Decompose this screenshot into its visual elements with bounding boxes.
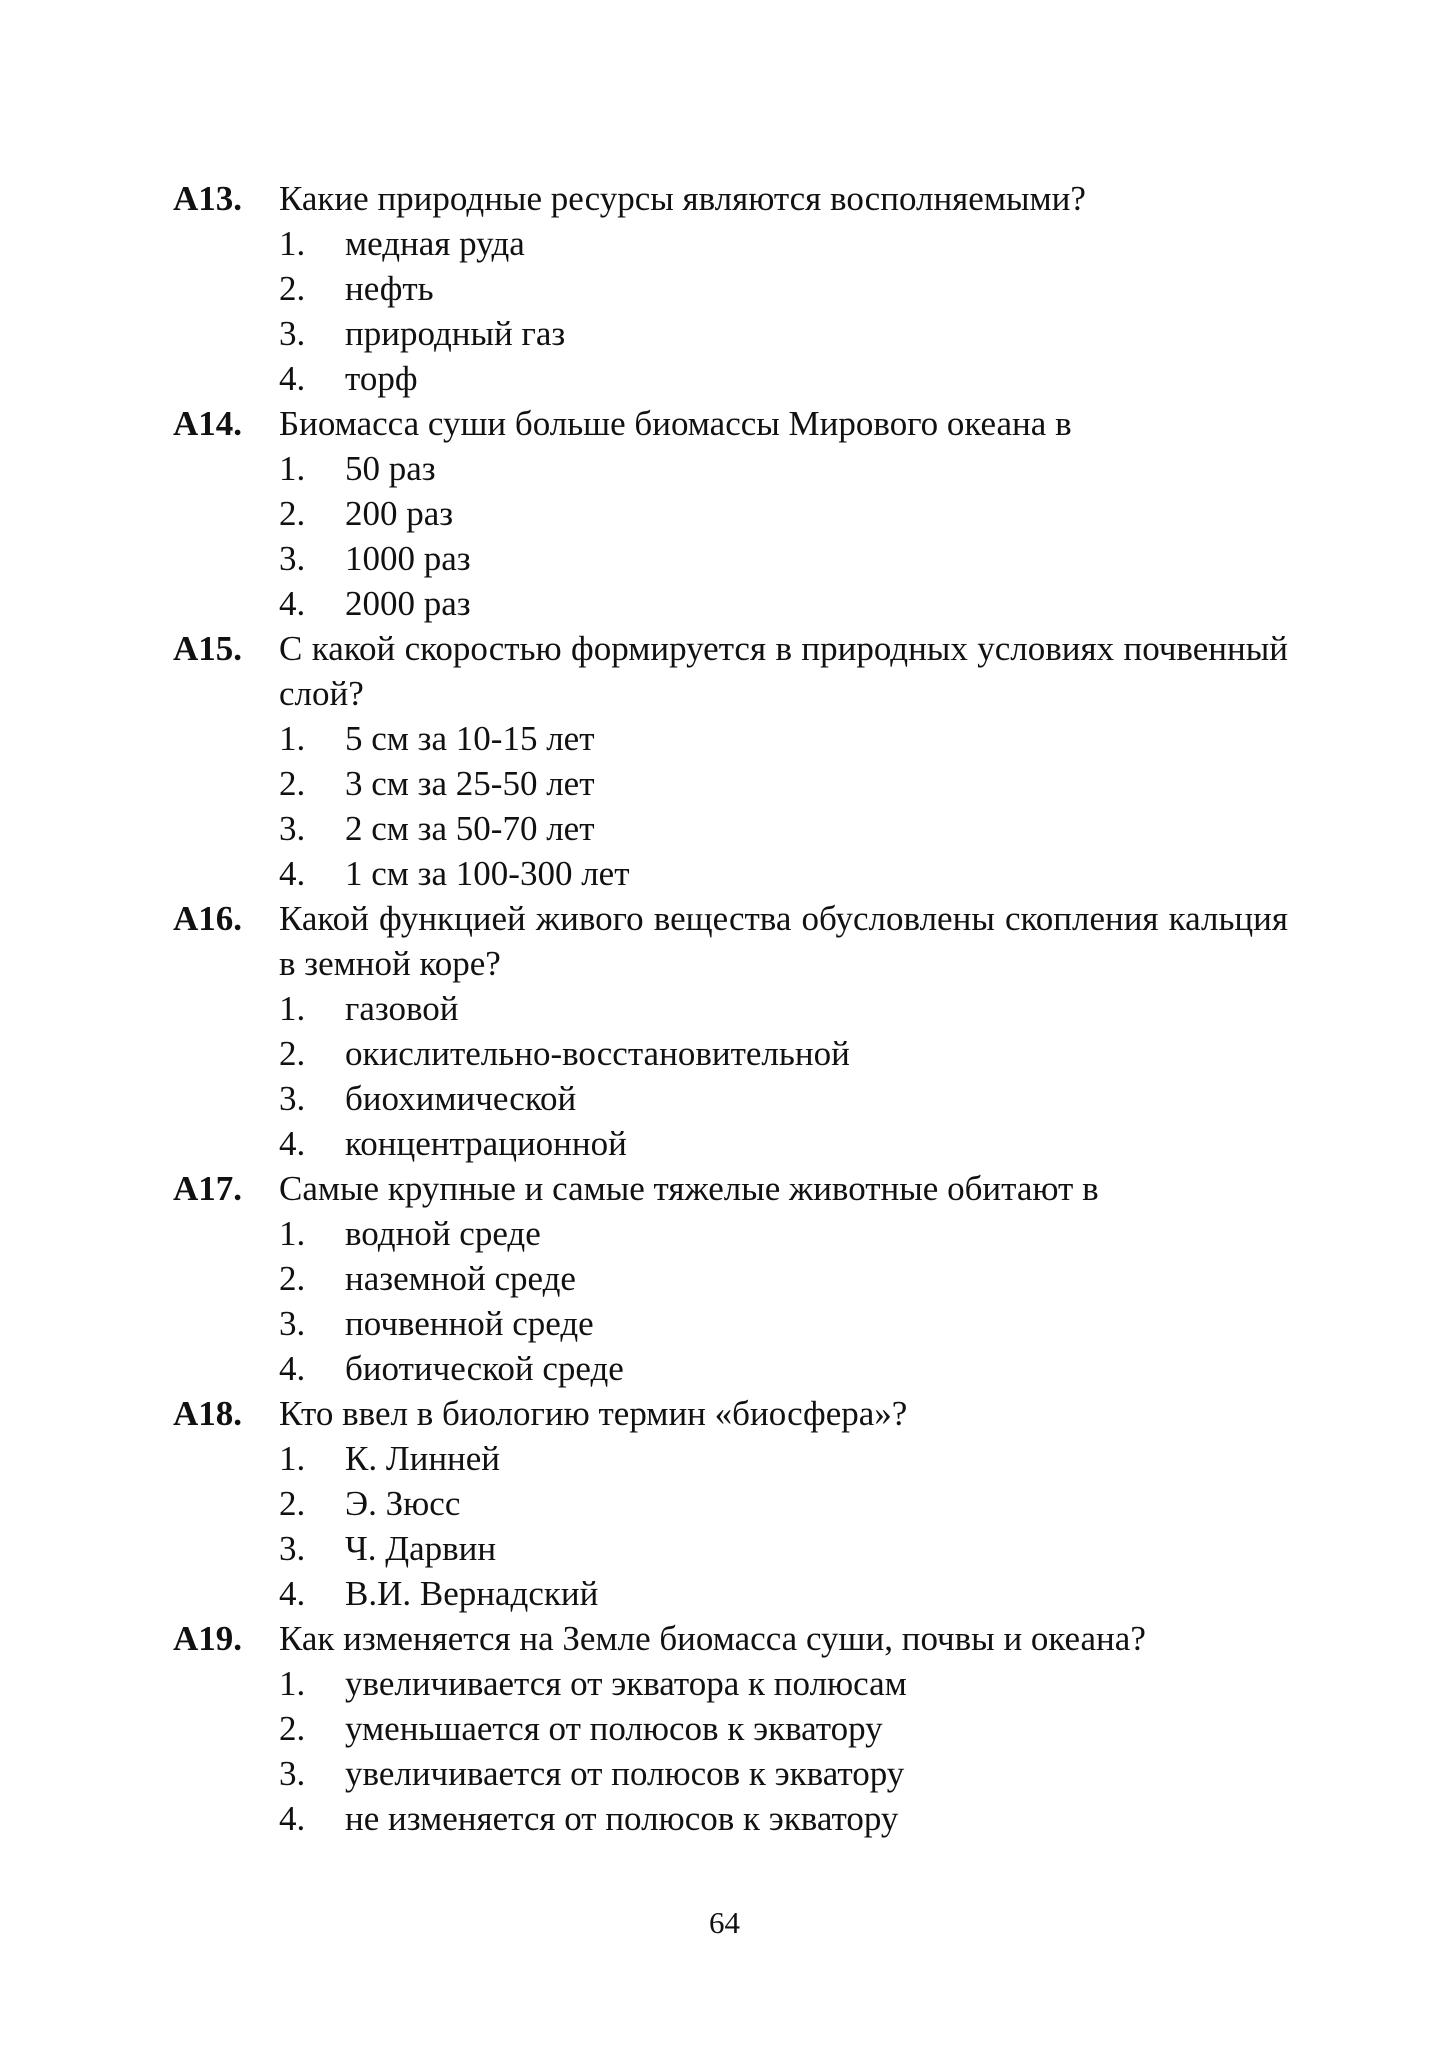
answer-option <box>173 1526 1288 1571</box>
option-number: 3. <box>279 314 306 353</box>
question-number: A14. <box>173 404 243 443</box>
option-text: 5 см за 10-15 лет <box>345 719 595 758</box>
option-text: уменьшается от полюсов к экватору <box>345 1709 883 1748</box>
option-number: 2. <box>279 494 306 533</box>
question-text: С какой скоростью формируется в природных условиях почвенный слой? <box>279 629 1288 713</box>
answer-option <box>173 1751 1288 1796</box>
option-number: 3. <box>279 1304 306 1343</box>
option-text: наземной среде <box>345 1259 576 1298</box>
answer-option <box>173 1121 1288 1166</box>
option-number: 2. <box>279 1709 306 1748</box>
question-text: Какой функцией живого вещества обусловлены скопления кальция в земной коре? <box>279 899 1288 983</box>
answer-options <box>279 1661 1288 1841</box>
answer-option <box>173 1796 1288 1841</box>
answer-options <box>279 1211 1288 1391</box>
option-text: увеличивается от полюсов к экватору <box>345 1754 905 1793</box>
option-number: 3. <box>279 1079 306 1118</box>
answer-option <box>173 1481 1288 1526</box>
option-number: 1. <box>279 719 306 758</box>
option-number: 4. <box>279 359 306 398</box>
option-text: 200 раз <box>345 494 454 533</box>
question-a18 <box>173 1391 1288 1616</box>
question-text: Как изменяется на Земле биомасса суши, почвы и океана? <box>279 1619 1146 1658</box>
option-number: 4. <box>279 1799 306 1838</box>
answer-option <box>173 716 1288 761</box>
option-text: биохимической <box>345 1079 577 1118</box>
option-text: В.И. Вернадский <box>345 1574 599 1613</box>
option-number: 4. <box>279 854 306 893</box>
option-text: природный газ <box>345 314 566 353</box>
option-number: 1. <box>279 449 306 488</box>
answer-option <box>173 446 1288 491</box>
question-text: Биомасса суши больше биомассы Мирового океана в <box>279 404 1072 443</box>
answer-option <box>173 986 1288 1031</box>
option-number: 4. <box>279 584 306 623</box>
answer-option <box>173 1256 1288 1301</box>
option-number: 3. <box>279 1529 306 1568</box>
option-number: 2. <box>279 1259 306 1298</box>
answer-options <box>279 1436 1288 1616</box>
question-number: A17. <box>173 1169 243 1208</box>
question-number: A15. <box>173 629 243 668</box>
option-text: 2000 раз <box>345 584 471 623</box>
answer-option <box>173 356 1288 401</box>
answer-options <box>279 716 1288 896</box>
option-text: 2 см за 50-70 лет <box>345 809 595 848</box>
question-text: Какие природные ресурсы являются восполняемыми? <box>279 179 1086 218</box>
answer-option <box>173 1706 1288 1751</box>
option-text: концентрационной <box>345 1124 627 1163</box>
option-number: 2. <box>279 1034 306 1073</box>
answer-option <box>173 1211 1288 1256</box>
question-a16 <box>173 896 1288 1166</box>
option-number: 1. <box>279 224 306 263</box>
answer-options <box>279 986 1288 1166</box>
option-text: биотической среде <box>345 1349 624 1388</box>
answer-option <box>173 266 1288 311</box>
answer-option <box>173 221 1288 266</box>
question-a14 <box>173 401 1288 626</box>
option-number: 3. <box>279 539 306 578</box>
option-number: 4. <box>279 1574 306 1613</box>
option-number: 2. <box>279 764 306 803</box>
answer-option <box>173 761 1288 806</box>
option-text: 1 см за 100-300 лет <box>345 854 630 893</box>
option-text: К. Линней <box>345 1439 501 1478</box>
test-page <box>173 176 1288 1841</box>
option-text: 1000 раз <box>345 539 471 578</box>
question-a15 <box>173 626 1288 896</box>
option-text: водной среде <box>345 1214 541 1253</box>
answer-option <box>173 1076 1288 1121</box>
answer-option <box>173 1436 1288 1481</box>
option-number: 1. <box>279 989 306 1028</box>
question-number: A18. <box>173 1394 243 1433</box>
option-text: увеличивается от экватора к полюсам <box>345 1664 907 1703</box>
option-text: торф <box>345 359 418 398</box>
option-number: 3. <box>279 1754 306 1793</box>
question-a19 <box>173 1616 1288 1841</box>
question-a17 <box>173 1166 1288 1391</box>
option-number: 1. <box>279 1664 306 1703</box>
option-number: 4. <box>279 1124 306 1163</box>
option-text: 3 см за 25-50 лет <box>345 764 595 803</box>
option-text: Э. Зюсс <box>345 1484 461 1523</box>
option-text: газовой <box>345 989 459 1028</box>
answer-option <box>173 1301 1288 1346</box>
option-number: 4. <box>279 1349 306 1388</box>
option-text: нефть <box>345 269 434 308</box>
answer-option <box>173 806 1288 851</box>
option-text: окислительно-восстановительной <box>345 1034 850 1073</box>
answer-option <box>173 1346 1288 1391</box>
question-number: A19. <box>173 1619 243 1658</box>
answer-option <box>173 581 1288 626</box>
answer-options <box>279 221 1288 401</box>
question-a13 <box>173 176 1288 401</box>
option-text: медная руда <box>345 224 525 263</box>
answer-option <box>173 491 1288 536</box>
answer-option <box>173 1031 1288 1076</box>
option-number: 1. <box>279 1439 306 1478</box>
question-number: A16. <box>173 899 243 938</box>
answer-option <box>173 1571 1288 1616</box>
answer-option <box>173 311 1288 356</box>
option-number: 1. <box>279 1214 306 1253</box>
option-text: 50 раз <box>345 449 436 488</box>
question-text: Кто ввел в биологию термин «биосфера»? <box>279 1394 908 1433</box>
answer-option <box>173 851 1288 896</box>
option-number: 2. <box>279 1484 306 1523</box>
option-number: 3. <box>279 809 306 848</box>
answer-options <box>279 446 1288 626</box>
option-text: не изменяется от полюсов к экватору <box>345 1799 899 1838</box>
question-number: A13. <box>173 179 243 218</box>
answer-option <box>173 536 1288 581</box>
question-text: Самые крупные и самые тяжелые животные обитают в <box>279 1169 1099 1208</box>
option-number: 2. <box>279 269 306 308</box>
answer-option <box>173 1661 1288 1706</box>
option-text: почвенной среде <box>345 1304 594 1343</box>
page-number: 64 <box>709 1905 740 1940</box>
option-text: Ч. Дарвин <box>345 1529 497 1568</box>
